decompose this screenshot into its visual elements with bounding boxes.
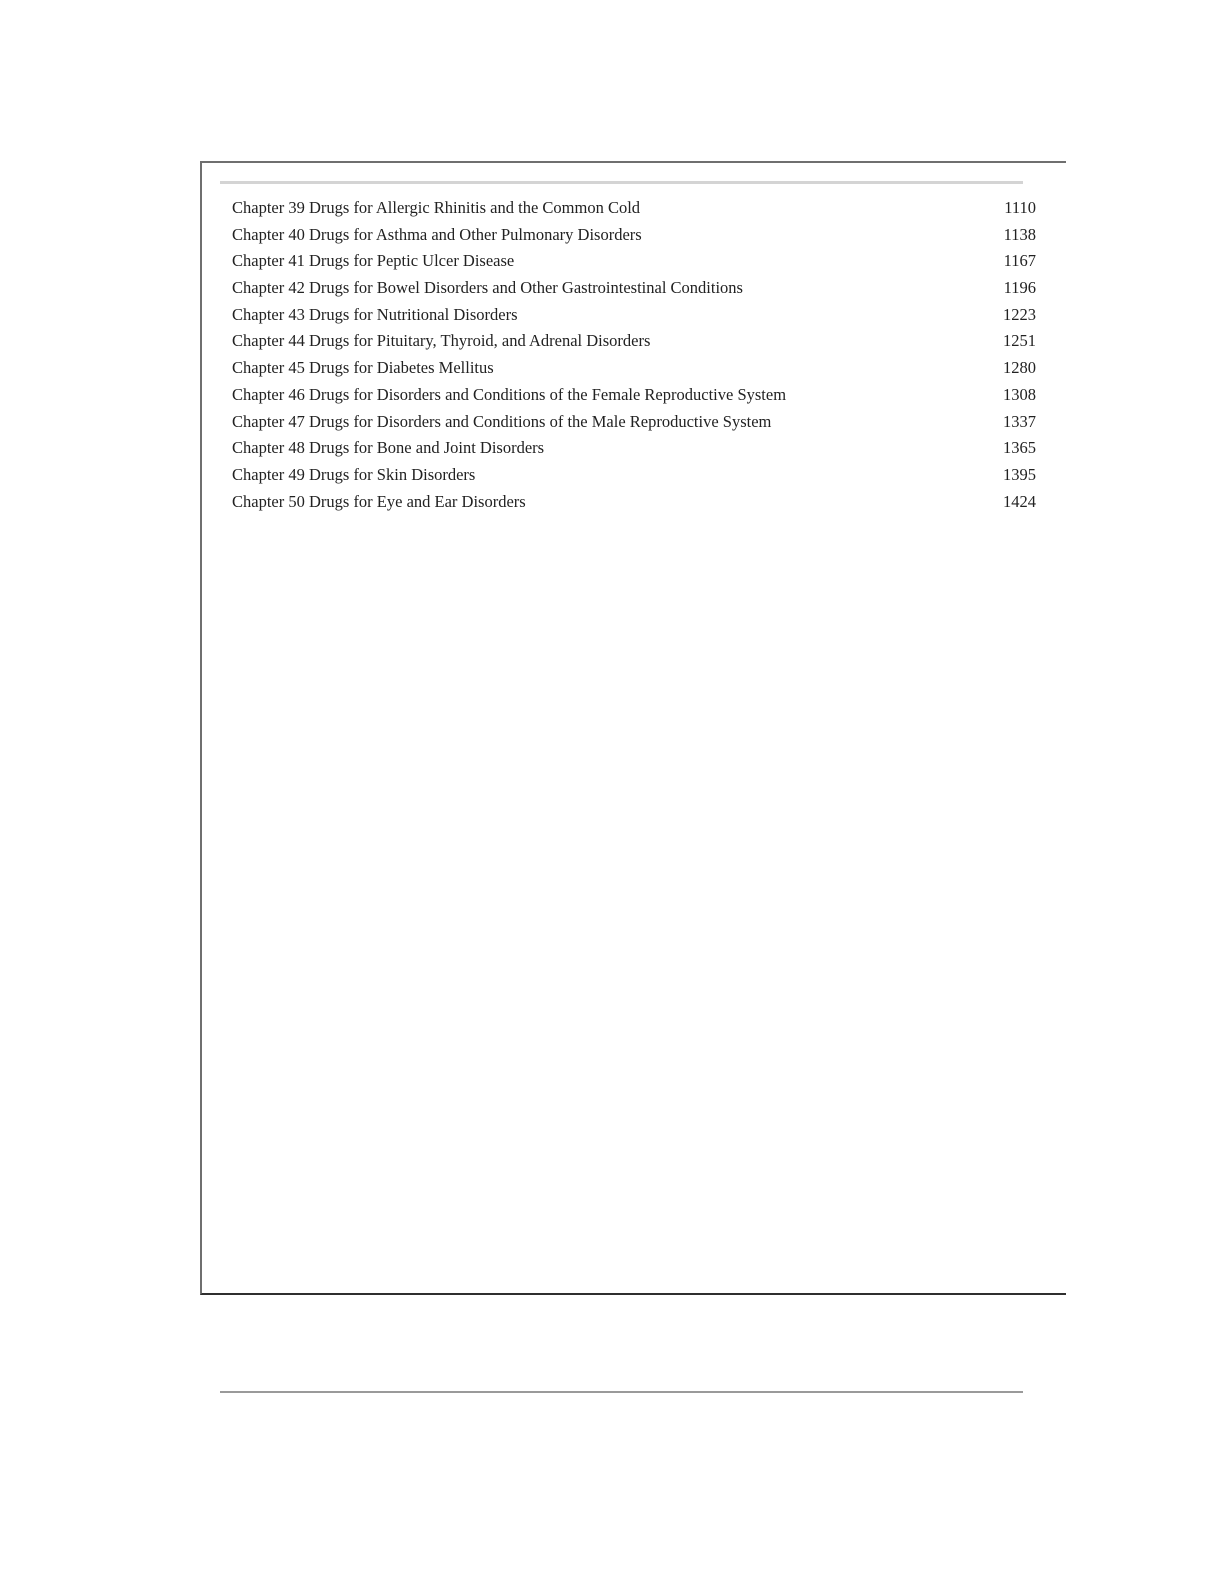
toc-entry-title: Chapter 46 Drugs for Disorders and Conditions of the Female Reproductive System bbox=[232, 384, 787, 404]
toc-entry-title: Chapter 41 Drugs for Peptic Ulcer Disease bbox=[232, 251, 515, 271]
toc-entry[interactable] bbox=[232, 275, 1040, 302]
top-divider bbox=[220, 181, 1023, 184]
toc-entry[interactable] bbox=[232, 435, 1040, 462]
bottom-divider bbox=[220, 1391, 1023, 1393]
toc-entry-page: 1138 bbox=[1003, 224, 1036, 244]
toc-entry-title: Chapter 47 Drugs for Disorders and Conditions of the Male Reproductive System bbox=[232, 411, 772, 431]
toc-entry-title: Chapter 50 Drugs for Eye and Ear Disorders bbox=[232, 491, 526, 511]
toc-entry-title: Chapter 45 Drugs for Diabetes Mellitus bbox=[232, 358, 494, 378]
toc-entry-page: 1308 bbox=[1003, 384, 1036, 404]
toc-entry-page: 1196 bbox=[1003, 278, 1036, 298]
toc-entry[interactable] bbox=[232, 355, 1040, 382]
toc-entry-title: Chapter 42 Drugs for Bowel Disorders and Other Gastrointestinal Conditions bbox=[232, 278, 743, 298]
toc-entry[interactable] bbox=[232, 382, 1040, 409]
toc-entry-page: 1223 bbox=[1003, 304, 1036, 324]
toc-entry-title: Chapter 49 Drugs for Skin Disorders bbox=[232, 464, 476, 484]
toc-entry-title: Chapter 39 Drugs for Allergic Rhinitis and the Common Cold bbox=[232, 198, 641, 217]
toc-entry[interactable] bbox=[232, 248, 1040, 275]
toc-entry-page: 1337 bbox=[1003, 411, 1036, 431]
toc-entry[interactable] bbox=[232, 302, 1040, 329]
toc-entry-page: 1110 bbox=[1004, 198, 1036, 217]
toc-entry[interactable] bbox=[232, 409, 1040, 436]
toc-entry-title: Chapter 48 Drugs for Bone and Joint Disorders bbox=[232, 438, 545, 458]
toc-entry[interactable] bbox=[232, 195, 1040, 222]
toc-entry-page: 1251 bbox=[1003, 331, 1036, 351]
toc-entry[interactable] bbox=[232, 328, 1040, 355]
table-of-contents bbox=[232, 195, 1040, 515]
toc-entry-page: 1365 bbox=[1003, 438, 1036, 458]
toc-entry-title: Chapter 43 Drugs for Nutritional Disorders bbox=[232, 304, 518, 324]
toc-entry-title: Chapter 40 Drugs for Asthma and Other Pulmonary Disorders bbox=[232, 224, 642, 244]
toc-entry-page: 1424 bbox=[1003, 491, 1036, 511]
toc-entry-page: 1280 bbox=[1003, 358, 1036, 378]
toc-entry[interactable] bbox=[232, 489, 1040, 516]
toc-entry-page: 1395 bbox=[1003, 464, 1036, 484]
toc-entry[interactable] bbox=[232, 222, 1040, 249]
toc-entry-title: Chapter 44 Drugs for Pituitary, Thyroid, and Adrenal Disorders bbox=[232, 331, 651, 351]
toc-entry-page: 1167 bbox=[1003, 251, 1036, 271]
toc-entry[interactable] bbox=[232, 462, 1040, 489]
